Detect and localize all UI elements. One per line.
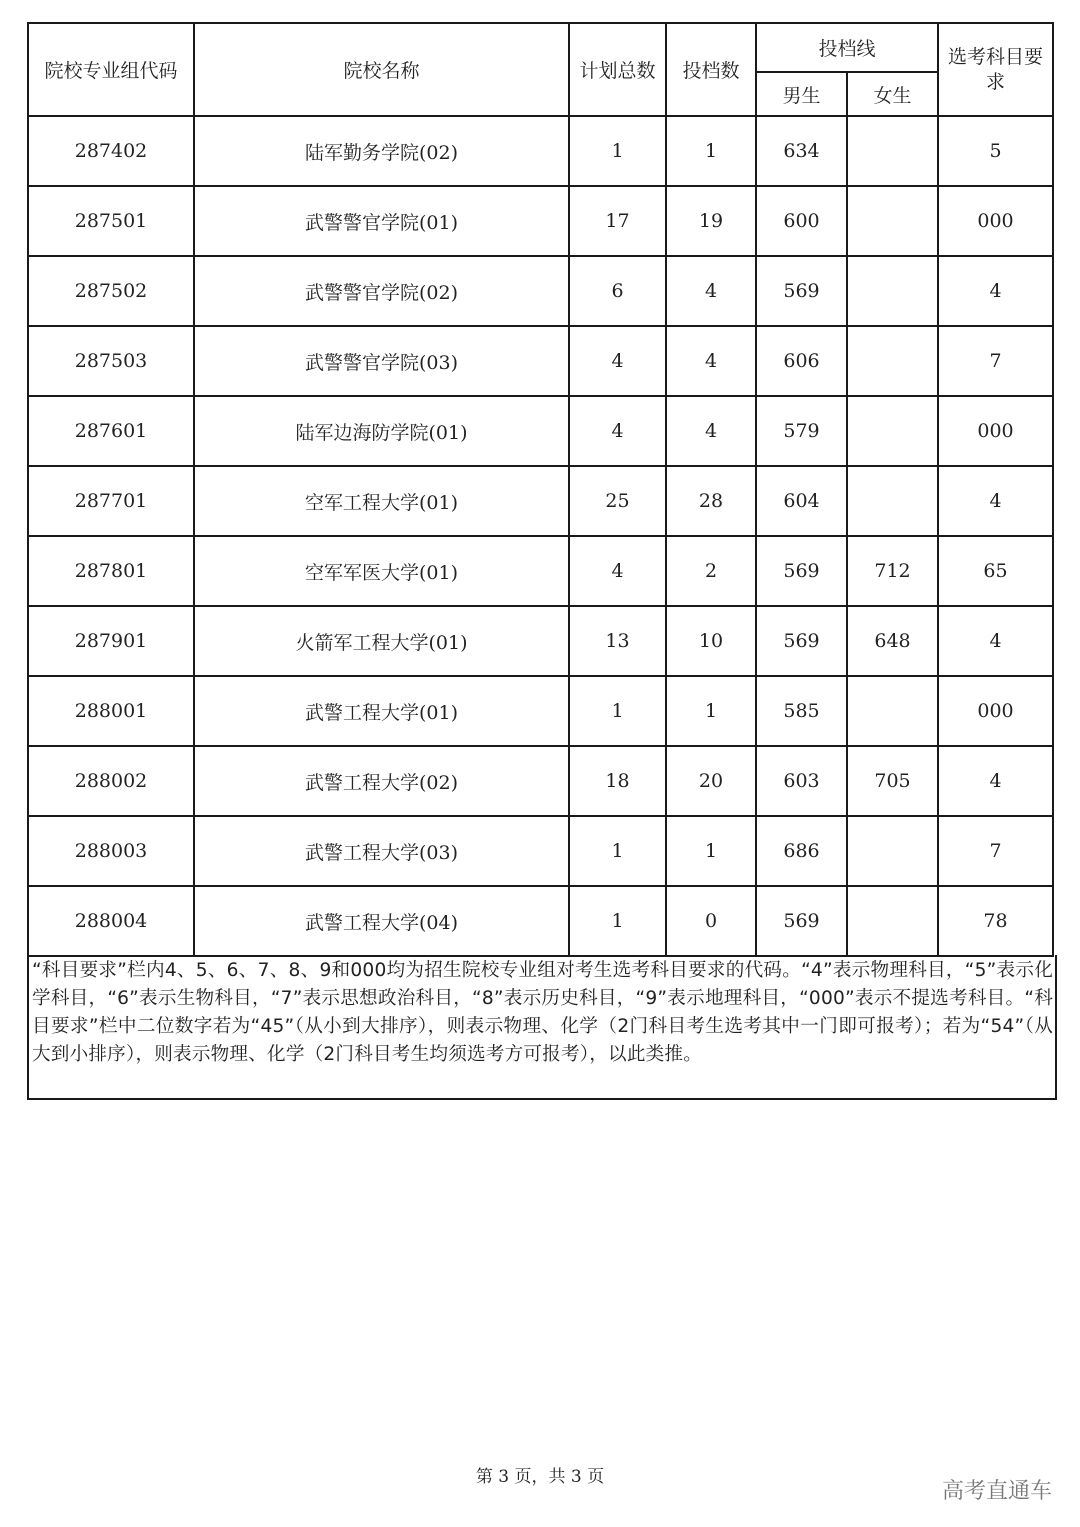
cell-admitted: 10 <box>666 606 756 676</box>
cell-admitted: 28 <box>666 466 756 536</box>
cell-code: 288004 <box>28 886 194 956</box>
cell-plan: 4 <box>569 326 666 396</box>
table-row <box>28 886 1053 956</box>
table-row <box>28 606 1053 676</box>
cell-male: 569 <box>756 256 847 326</box>
header-name: 院校名称 <box>194 23 569 116</box>
cell-plan: 25 <box>569 466 666 536</box>
table-row <box>28 396 1053 466</box>
cell-male: 569 <box>756 606 847 676</box>
cell-admitted: 4 <box>666 396 756 466</box>
cell-name: 武警警官学院(02) <box>194 256 569 326</box>
cell-name: 武警工程大学(02) <box>194 746 569 816</box>
watermark: 高考直通车 <box>941 1479 1052 1504</box>
cell-male: 686 <box>756 816 847 886</box>
table-row <box>28 676 1053 746</box>
cell-req: 5 <box>938 116 1053 186</box>
cell-code: 288003 <box>28 816 194 886</box>
cell-plan: 1 <box>569 676 666 746</box>
table-row <box>28 116 1053 186</box>
cell-plan: 17 <box>569 186 666 256</box>
cell-admitted: 0 <box>666 886 756 956</box>
cell-female <box>847 256 938 326</box>
cell-plan: 1 <box>569 816 666 886</box>
cell-name: 武警工程大学(01) <box>194 676 569 746</box>
header-code: 院校专业组代码 <box>28 23 194 116</box>
cell-req: 4 <box>938 466 1053 536</box>
cell-male: 569 <box>756 886 847 956</box>
table-row <box>28 536 1053 606</box>
cell-male: 634 <box>756 116 847 186</box>
table-row <box>28 466 1053 536</box>
cell-plan: 13 <box>569 606 666 676</box>
table-row <box>28 816 1053 886</box>
cell-name: 武警警官学院(03) <box>194 326 569 396</box>
admission-cutoff-table <box>27 22 1054 957</box>
cell-name: 陆军勤务学院(02) <box>194 116 569 186</box>
table-row <box>28 186 1053 256</box>
cell-name: 武警工程大学(03) <box>194 816 569 886</box>
header-subject-req: 选考科目要求 <box>938 23 1053 116</box>
cell-female: 648 <box>847 606 938 676</box>
cell-code: 287801 <box>28 536 194 606</box>
cell-female <box>847 396 938 466</box>
cell-admitted: 4 <box>666 256 756 326</box>
cell-admitted: 1 <box>666 676 756 746</box>
cell-req: 78 <box>938 886 1053 956</box>
cell-name: 空军军医大学(01) <box>194 536 569 606</box>
cell-female: 712 <box>847 536 938 606</box>
cell-female <box>847 886 938 956</box>
cell-male: 603 <box>756 746 847 816</box>
header-female: 女生 <box>847 72 938 116</box>
cell-code: 287501 <box>28 186 194 256</box>
cell-req: 000 <box>938 186 1053 256</box>
table-row <box>28 746 1053 816</box>
cell-female <box>847 816 938 886</box>
subject-requirement-note: “科目要求”栏内4、5、6、7、8、9和000均为招生院校专业组对考生选考科目要求的代码。“4”表示物理科目，“5”表示化学科目，“6”表示生物科目，“7”表示思想政治科目，“8”表示历史科目，“9”表示地理科目，“000”表示不提选考科目。“科目要求”栏中二位数字若为“45”（从小到大排序），则表示物理、化学（2门科目考生选考其中一门即可报考）；若为“54”（从大到小排序），则表示物理、化学（2门科目考生均须选考方可报考），以此类推。 <box>27 955 1057 1100</box>
header-admitted: 投档数 <box>666 23 756 116</box>
cell-code: 288001 <box>28 676 194 746</box>
cell-male: 569 <box>756 536 847 606</box>
cell-req: 000 <box>938 396 1053 466</box>
header-plan-total: 计划总数 <box>569 23 666 116</box>
cell-female <box>847 326 938 396</box>
table-row <box>28 256 1053 326</box>
cell-male: 579 <box>756 396 847 466</box>
cell-req: 7 <box>938 816 1053 886</box>
cell-female <box>847 116 938 186</box>
cell-code: 287503 <box>28 326 194 396</box>
cell-admitted: 2 <box>666 536 756 606</box>
cell-plan: 1 <box>569 886 666 956</box>
cell-code: 288002 <box>28 746 194 816</box>
cell-name: 武警工程大学(04) <box>194 886 569 956</box>
cell-req: 65 <box>938 536 1053 606</box>
cell-male: 585 <box>756 676 847 746</box>
cell-code: 287502 <box>28 256 194 326</box>
cell-female: 705 <box>847 746 938 816</box>
cell-male: 606 <box>756 326 847 396</box>
cell-plan: 18 <box>569 746 666 816</box>
cell-code: 287601 <box>28 396 194 466</box>
cell-req: 4 <box>938 256 1053 326</box>
cell-admitted: 19 <box>666 186 756 256</box>
cell-female <box>847 676 938 746</box>
cell-code: 287901 <box>28 606 194 676</box>
header-cutoff: 投档线 <box>756 23 938 72</box>
cell-admitted: 1 <box>666 816 756 886</box>
cell-code: 287402 <box>28 116 194 186</box>
page-number: 第 3 页，共 3 页 <box>475 1467 605 1487</box>
cell-male: 604 <box>756 466 847 536</box>
cell-req: 000 <box>938 676 1053 746</box>
cell-plan: 4 <box>569 396 666 466</box>
cell-code: 287701 <box>28 466 194 536</box>
table-row <box>28 326 1053 396</box>
cell-female <box>847 466 938 536</box>
cell-female <box>847 186 938 256</box>
cell-req: 4 <box>938 606 1053 676</box>
cell-name: 空军工程大学(01) <box>194 466 569 536</box>
cell-name: 武警警官学院(01) <box>194 186 569 256</box>
cell-admitted: 1 <box>666 116 756 186</box>
cell-plan: 1 <box>569 116 666 186</box>
cell-male: 600 <box>756 186 847 256</box>
cell-admitted: 20 <box>666 746 756 816</box>
cell-plan: 6 <box>569 256 666 326</box>
cell-req: 4 <box>938 746 1053 816</box>
cell-plan: 4 <box>569 536 666 606</box>
header-male: 男生 <box>756 72 847 116</box>
cell-req: 7 <box>938 326 1053 396</box>
cell-name: 陆军边海防学院(01) <box>194 396 569 466</box>
cell-admitted: 4 <box>666 326 756 396</box>
cell-name: 火箭军工程大学(01) <box>194 606 569 676</box>
